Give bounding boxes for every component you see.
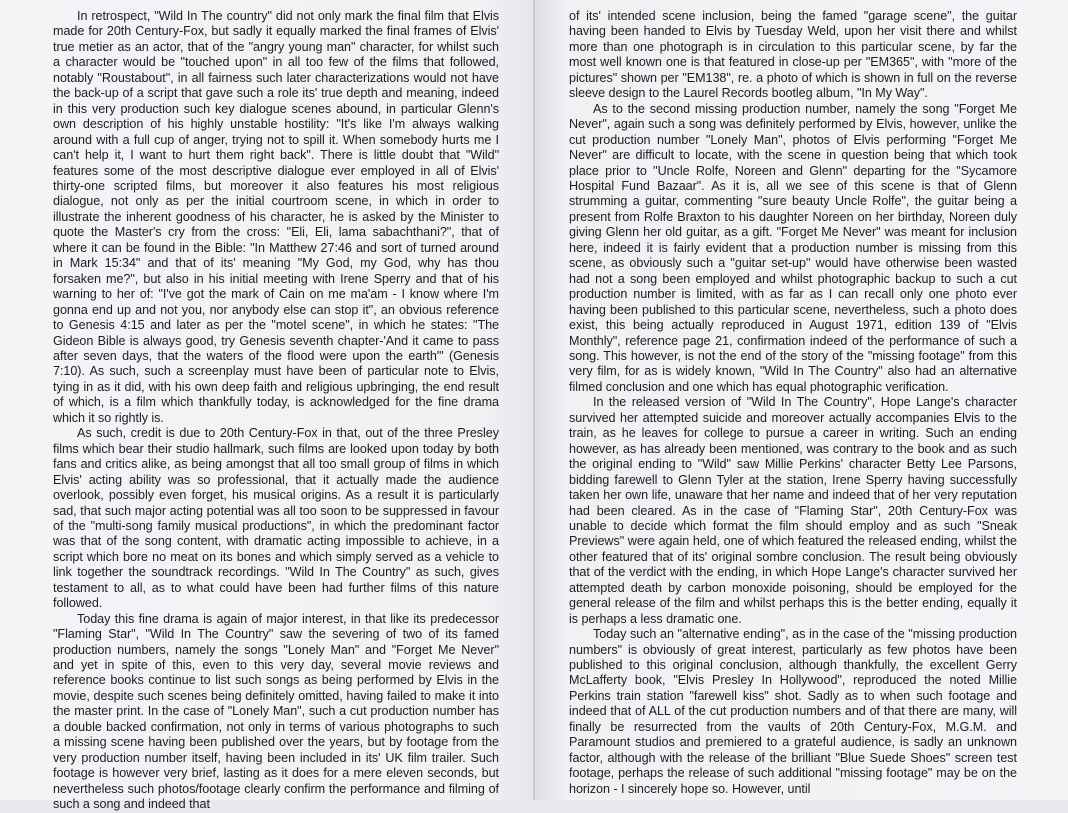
paragraph: In the released version of "Wild In The Country", Hope Lange's character survived her attempted suicide and moreover actually accompanies Elvis to the train, as he leaves for college to pursue a career in writing. Such an ending however, as has already been mentioned, was contrary to the book and as such the original ending to "Wild" saw Millie Perkins' character Betty Lee Parsons, bidding farewell to Glenn Tyler at the station, Irene Sperry having successfully taken her own life, unaware that her name and indeed that of her very reputation had been cleared. As in the case of "Flaming Star", 20th Century-Fox was unable to decide which format the film should employ and as such "Sneak Previews" were again held, one of which featured the released ending, whilst the other featured that of its' original sombre conclusion. The result being obviously that of the verdict with the ending, in which Hope Lange's character survived her attempted death by carbon monoxide poisoning, should be employed for the general release of the film and whilst perhaps this is the better ending, equally it is perhaps a less dramatic one.: [569, 395, 1017, 626]
paragraph: As such, credit is due to 20th Century-Fox in that, out of the three Presley films which bear their studio hallmark, such films are looked upon today by both fans and critics alike, as being amongst that all too small group of films in which Elvis' acting ability was so professional, that it actually made the audience overlook, possibly even forget, his musical origins. As a result it is particularly sad, that such major acting potential was all too soon to be suppressed in favour of the "multi-song family musical productions", in which the predominant factor was that of the song content, with dramatic acting impossible to achieve, in a script which bore no meat on its bones and which simply served as a vehicle to link together the soundtrack recordings. "Wild In The Country" as such, gives testament to all, as to what could have been had further films of this nature followed.: [53, 426, 499, 611]
paragraph: As to the second missing production number, namely the song "Forget Me Never", again such a song was definitely performed by Elvis, however, unlike the cut production number "Lonely Man", photos of Elvis performing "Forget Me Never" are difficult to locate, with the scene in question being that which took place prior to "Uncle Rolfe, Noreen and Glenn" departing for the "Sycamore Hospital Fund Bazaar". As it is, all we see of this scene is that of Glenn strumming a guitar, commenting "sure beauty Uncle Rolfe", the guitar being a present from Rolfe Braxton to his daughter Noreen on her birthday, Noreen duly giving Glenn her old guitar, as a gift. "Forget Me Never" was meant for inclusion here, indeed it is fairly evident that a production number is missing from this scene, as obviously such a "guitar set-up" would have otherwise been wasted had not a song been employed and whilst photographic backup to such a cut production number is limited, with as far as I can recall only one photo ever having been published to this particular scene, nevertheless, such a photo does exist, this being actually reproduced in August 1971, edition 139 of "Elvis Monthly", reference page 21, confirmation indeed of the performance of such a song. This however, is not the end of the story of the "missing footage" from this very film, for as is widely known, "Wild In The Country" also had an alternative filmed conclusion and one which has equal photographic verification.: [569, 101, 1017, 394]
paragraph: of its' intended scene inclusion, being the famed "garage scene", the guitar having been handed to Elvis by Tuesday Weld, upon her visit there and whilst more than one photograph is in circulation to this particular scene, by far the most well known one is that featured in close-up per "EM365", with "more of the pictures" shown per "EM138", re. a photo of which is shown in full on the reverse sleeve design to the Laurel Records bootleg album, "In My Way".: [569, 9, 1017, 101]
right-page: [535, 0, 1068, 800]
paragraph: Today such an "alternative ending", as in the case of the "missing production numbers" is obviously of great interest, particularly as few photos have been published to this original conclusion, although thankfully, the excellent Gerry McLafferty book, "Elvis Presley In Hollywood", reproduced the noted Millie Perkins train station "farewell kiss" shot. Sadly as to when such footage and indeed that of ALL of the cut production numbers and of that there are many, will finally be resurrected from the vaults of 20th Century-Fox, M.G.M. and Paramount studios and premiered to a grateful audience, is sadly an unknown factor, although with the release of the brilliant "Blue Suede Shoes" screen test footage, perhaps the release of such additional "missing footage" may be on the horizon - I sincerely hope so. However, until: [569, 627, 1017, 796]
paragraph: In retrospect, "Wild In The country" did not only mark the final film that Elvis made for 20th Century-Fox, but sadly it equally marked the final frames of Elvis' true metier as an actor, that of the "angry young man" character, for whilst such a character would be "touched upon" in all too few of the films that followed, notably "Roustabout", in all fairness such later characterizations would not have the back-up of a script that gave such a role its' true depth and meaning, indeed in this very production such key dialogue scenes abound, in particular Glenn's own description of his highly unstable hostility: "It's like I'm always walking around with a full cup of anger, trying not to spill it. When somebody hurts me I can't help it, I want to hurt them right back". There is little doubt that "Wild" features some of the most descriptive dialogue ever employed in all of Elvis' thirty-one scripted films, but moreover it also features his most religious dialogue, not only as per the initial courtroom scene, in which in order to illustrate the inherent goodness of his character, he is asked by the Minister to quote the Master's cry from the cross: "Eli, Eli, lama sabachthani?", that of where it can be found in the Bible: "In Matthew 27:46 and sort of turned around in Mark 15:34" and that of its' meaning "My God, my God, why has thou forsaken me?", but also in his initial meeting with Irene Sperry and that of his warning to her of: "I've got the mark of Cain on me ma'am - I know where I'm gonna end up and not you, nor anybody else can stop it", an obvious reference to Genesis 4:15 and later as per the "motel scene", in which he states: "The Gideon Bible is always good, try Genesis seventh chapter-'And it came to pass after seven days, that the waters of the flood were upon the earth'" (Genesis 7:10). As such, such a screenplay must have been of particular note to Elvis, tying in as it did, with his own deep faith and religious upbringing, the end result of which, is a film which thankfully today, is acknowledged for the fine drama which it so rightly is.: [53, 9, 499, 425]
left-page: [0, 0, 533, 812]
left-text-column: [53, 9, 499, 813]
paragraph: Today this fine drama is again of major interest, in that like its predecessor "Flaming Star", "Wild In The Country" saw the severing of two of its famed production numbers, namely the songs "Lonely Man" and "Forget Me Never" and yet in spite of this, even to this very day, several movie reviews and reference books continue to list such songs as being performed by Elvis in the movie, despite such scenes being definitely omitted, having failed to make it into the master print. In the case of "Lonely Man", such a cut production number has a double backed confirmation, not only in terms of various photographs to such a missing scene having been published over the years, but by footage from the very production number itself, having been included in its' UK film trailer. Such footage is however very brief, lasting as it does for a mere eleven seconds, but nevertheless such photos/footage clearly confirm the performance and filming of such a song and indeed that: [53, 611, 499, 812]
right-text-column: [569, 9, 1017, 797]
